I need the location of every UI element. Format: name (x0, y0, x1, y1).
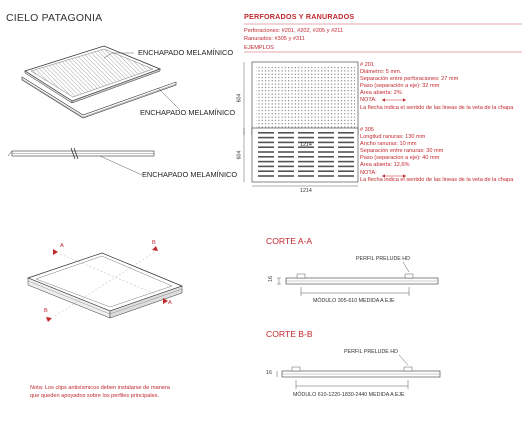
slot (258, 161, 274, 163)
slot (298, 166, 314, 168)
dim-305-height: 604 (236, 150, 243, 160)
slot (278, 166, 294, 168)
slot (258, 132, 274, 134)
perforaciones-list: Perforaciones: #201, #202, #205 y #211 (244, 28, 344, 34)
spec-305-code: # 305 (360, 127, 374, 133)
slot (338, 166, 354, 168)
slot (338, 161, 354, 163)
corte-a-thickness: 16 (267, 276, 274, 282)
slot (258, 151, 274, 153)
spec-305-line: Paso (separacion a eje): 40 mm (360, 155, 440, 162)
slot (298, 132, 314, 134)
slot (258, 156, 274, 158)
ranurados-list: Ranurados: #305 y #311 (244, 36, 305, 42)
slot (318, 156, 334, 158)
spec-201-line: Área abierta: 2% (360, 90, 402, 97)
panel-section-bar (8, 148, 154, 175)
panel-305-slotted (244, 128, 358, 186)
spec-201-code: # 201 (360, 62, 374, 68)
label-enchapado-2: ENCHAPADO MELAMÍNICO (140, 108, 236, 117)
slot (338, 151, 354, 153)
corte-b-title: CORTE B-B (266, 329, 313, 339)
section-mark-a-left: A (60, 243, 64, 249)
corte-a-drawing (277, 262, 438, 296)
slot (338, 175, 354, 177)
slot (318, 146, 334, 148)
specs-305 (360, 127, 513, 184)
label-enchapado-3: ENCHAPADO MELAMÍNICO (142, 170, 238, 179)
label-enchapado-1: ENCHAPADO MELAMÍNICO (138, 48, 234, 57)
slot (318, 166, 334, 168)
spec-305-line: Separación entre ranuras: 30 mm (360, 148, 444, 155)
slot (318, 137, 334, 139)
slot (318, 132, 334, 134)
slot (338, 146, 354, 148)
spec-201-flecha: La flecha indica el sentido de las lineas de la veta de la chapa (360, 104, 514, 111)
slot (298, 161, 314, 163)
slot (258, 170, 274, 172)
note-line-1: Nota: Los clips antisísmicos deben instalarse de manera (30, 385, 170, 391)
spec-305-line: Área abierta: 12,6% (360, 162, 410, 169)
slot (338, 170, 354, 172)
corte-b-thickness: 16 (266, 370, 272, 376)
section-mark-a-right: A (168, 300, 172, 306)
note-line-2: que queden apoyados sobre los perfiles principales. (30, 393, 160, 399)
slot (298, 137, 314, 139)
specs-201 (360, 62, 513, 112)
slot (278, 156, 294, 158)
spec-201-line: Separación entre perforaciones: 27 mm (360, 76, 459, 83)
dim-201-width: 1214 (300, 142, 312, 148)
slot (318, 170, 334, 172)
slot (318, 161, 334, 163)
slot (338, 132, 354, 134)
slot (338, 156, 354, 158)
slot (258, 175, 274, 177)
slot (318, 142, 334, 144)
section-mark-b-right: B (152, 240, 156, 246)
corte-b-modulo: MÓDULO 610-1220-1830-2440 MEDIDA A EJE (293, 392, 405, 398)
slot (298, 175, 314, 177)
page-title: CIELO PATAGONIA (6, 12, 103, 24)
panel-iso-sections (28, 246, 182, 322)
spec-305-nota: NOTA: (360, 169, 377, 176)
slot (278, 132, 294, 134)
dim-201-height: 604 (236, 93, 243, 103)
slot (318, 175, 334, 177)
slot (298, 170, 314, 172)
slot (258, 137, 274, 139)
corte-b-perfil: PERFIL PRELUDE HD (344, 349, 398, 355)
slot (338, 142, 354, 144)
slot (278, 161, 294, 163)
slot (258, 146, 274, 148)
corte-a-title: CORTE A-A (266, 236, 313, 246)
spec-305-line: Ancho ranuras: 10 mm (360, 141, 417, 148)
slot (278, 137, 294, 139)
spec-305-flecha: La flecha indica el sentido de las lineas de la veta de la chapa (360, 176, 514, 183)
spec-201-nota: NOTA: (360, 97, 377, 104)
slot (258, 166, 274, 168)
slot (278, 170, 294, 172)
slot (258, 142, 274, 144)
corte-a-perfil: PERFIL PRELUDE HD (356, 256, 410, 262)
spec-305-line: Longitud ranuras: 130 mm (360, 134, 426, 141)
slot (278, 175, 294, 177)
slot (298, 151, 314, 153)
slot (278, 151, 294, 153)
slot (278, 146, 294, 148)
spec-201-line: Diámetro: 5 mm. (360, 69, 402, 76)
corte-a-modulo: MÓDULO 305-610 MEDIDA A EJE (313, 298, 395, 304)
slot (278, 142, 294, 144)
dim-305-width: 1214 (300, 188, 312, 194)
ejemplos-label: EJEMPLOS (244, 45, 274, 51)
slot (338, 137, 354, 139)
corte-b-drawing (277, 355, 440, 389)
section-mark-b-left: B (44, 308, 48, 314)
slot (318, 151, 334, 153)
section-title: PERFORADOS Y RANURADOS (244, 12, 355, 21)
spec-201-line: Paso (separación a eje): 32 mm (360, 83, 440, 90)
slot (298, 156, 314, 158)
